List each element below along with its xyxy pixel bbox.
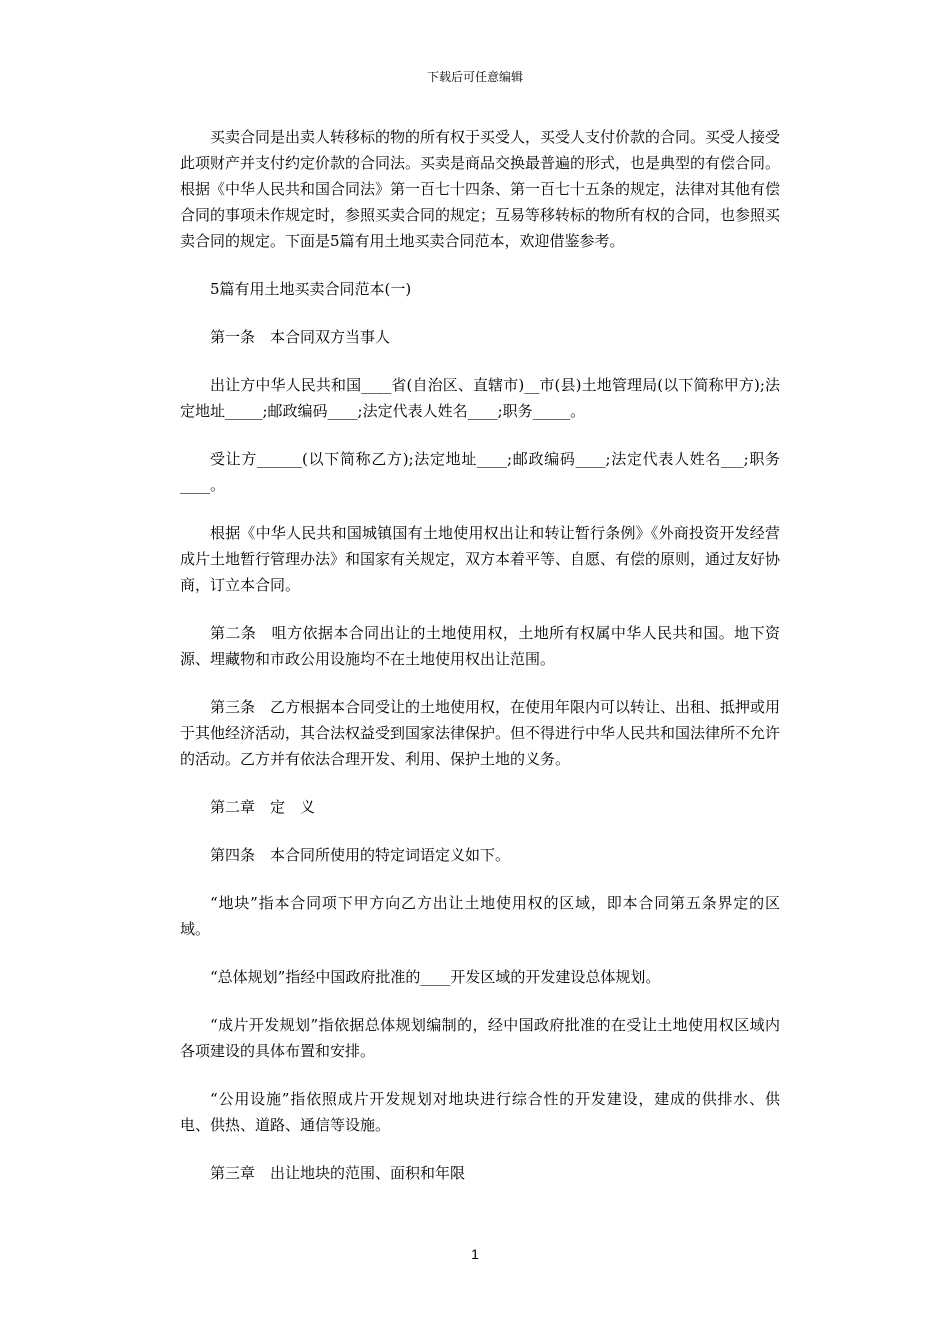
chapter-heading: 第三章 出让地块的范围、面积和年限 — [210, 1164, 466, 1182]
document-body — [180, 124, 780, 1208]
paragraph: 出让方中华人民共和国____省(自治区、直辖市)__市(县)土地管理局(以下简称甲方);法定地址_____;邮政编码____;法定代表人姓名____;职务_____。 — [180, 376, 780, 420]
section-title: 5篇有用土地买卖合同范本(一) — [210, 280, 412, 298]
paragraph: “地块”指本合同项下甲方向乙方出让土地使用权的区域，即本合同第五条界定的区域。 — [180, 894, 780, 938]
paragraph: “总体规划”指经中国政府批准的____开发区域的开发建设总体规划。 — [210, 968, 661, 986]
paragraph: 第四条 本合同所使用的特定词语定义如下。 — [210, 846, 511, 864]
paragraph: 第二条 咀方依据本合同出让的土地使用权，土地所有权属中华人民共和国。地下资源、埋藏物和市政公用设施均不在土地使用权出让范围。 — [180, 624, 780, 668]
paragraph: “成片开发规划”指依据总体规划编制的，经中国政府批准的在受让土地使用权区域内各项建设的具体布置和安排。 — [180, 1016, 780, 1060]
chapter-heading: 第二章 定 义 — [210, 798, 316, 816]
intro-paragraph: 买卖合同是出卖人转移标的物的所有权于买受人，买受人支付价款的合同。买受人接受此项财产并支付约定价款的合同法。买卖是商品交换最普遍的形式，也是典型的有偿合同。根据《中华人民共和国合同法》第一百七十四条、第一百七十五条的规定，法律对其他有偿合同的事项未作规定时，参照买卖合同的规定；互易等移转标的物所有权的合同，也参照买卖合同的规定。下面是5篇有用土地买卖合同范本，欢迎借鉴参考。 — [180, 128, 781, 250]
page-number: 1 — [471, 1246, 479, 1262]
article-heading: 第一条 本合同双方当事人 — [210, 328, 391, 346]
page-header: 下载后可任意编辑 — [426, 70, 523, 84]
paragraph: “公用设施”指依照成片开发规划对地块进行综合性的开发建设，建成的供排水、供电、供热、道路、通信等设施。 — [180, 1090, 780, 1134]
paragraph: 根据《中华人民共和国城镇国有土地使用权出让和转让暂行条例》《外商投资开发经营成片土地暂行管理办法》和国家有关规定，双方本着平等、自愿、有偿的原则，通过友好协商，订立本合同。 — [180, 524, 781, 594]
paragraph: 第三条 乙方根据本合同受让的土地使用权，在使用年限内可以转让、出租、抵押或用于其他经济活动，其合法权益受到国家法律保护。但不得进行中华人民共和国法律所不允许的活动。乙方并有依法合理开发、利用、保护土地的义务。 — [180, 698, 781, 768]
paragraph: 受让方______(以下简称乙方);法定地址____;邮政编码____;法定代表人姓名___;职务____。 — [180, 450, 780, 494]
